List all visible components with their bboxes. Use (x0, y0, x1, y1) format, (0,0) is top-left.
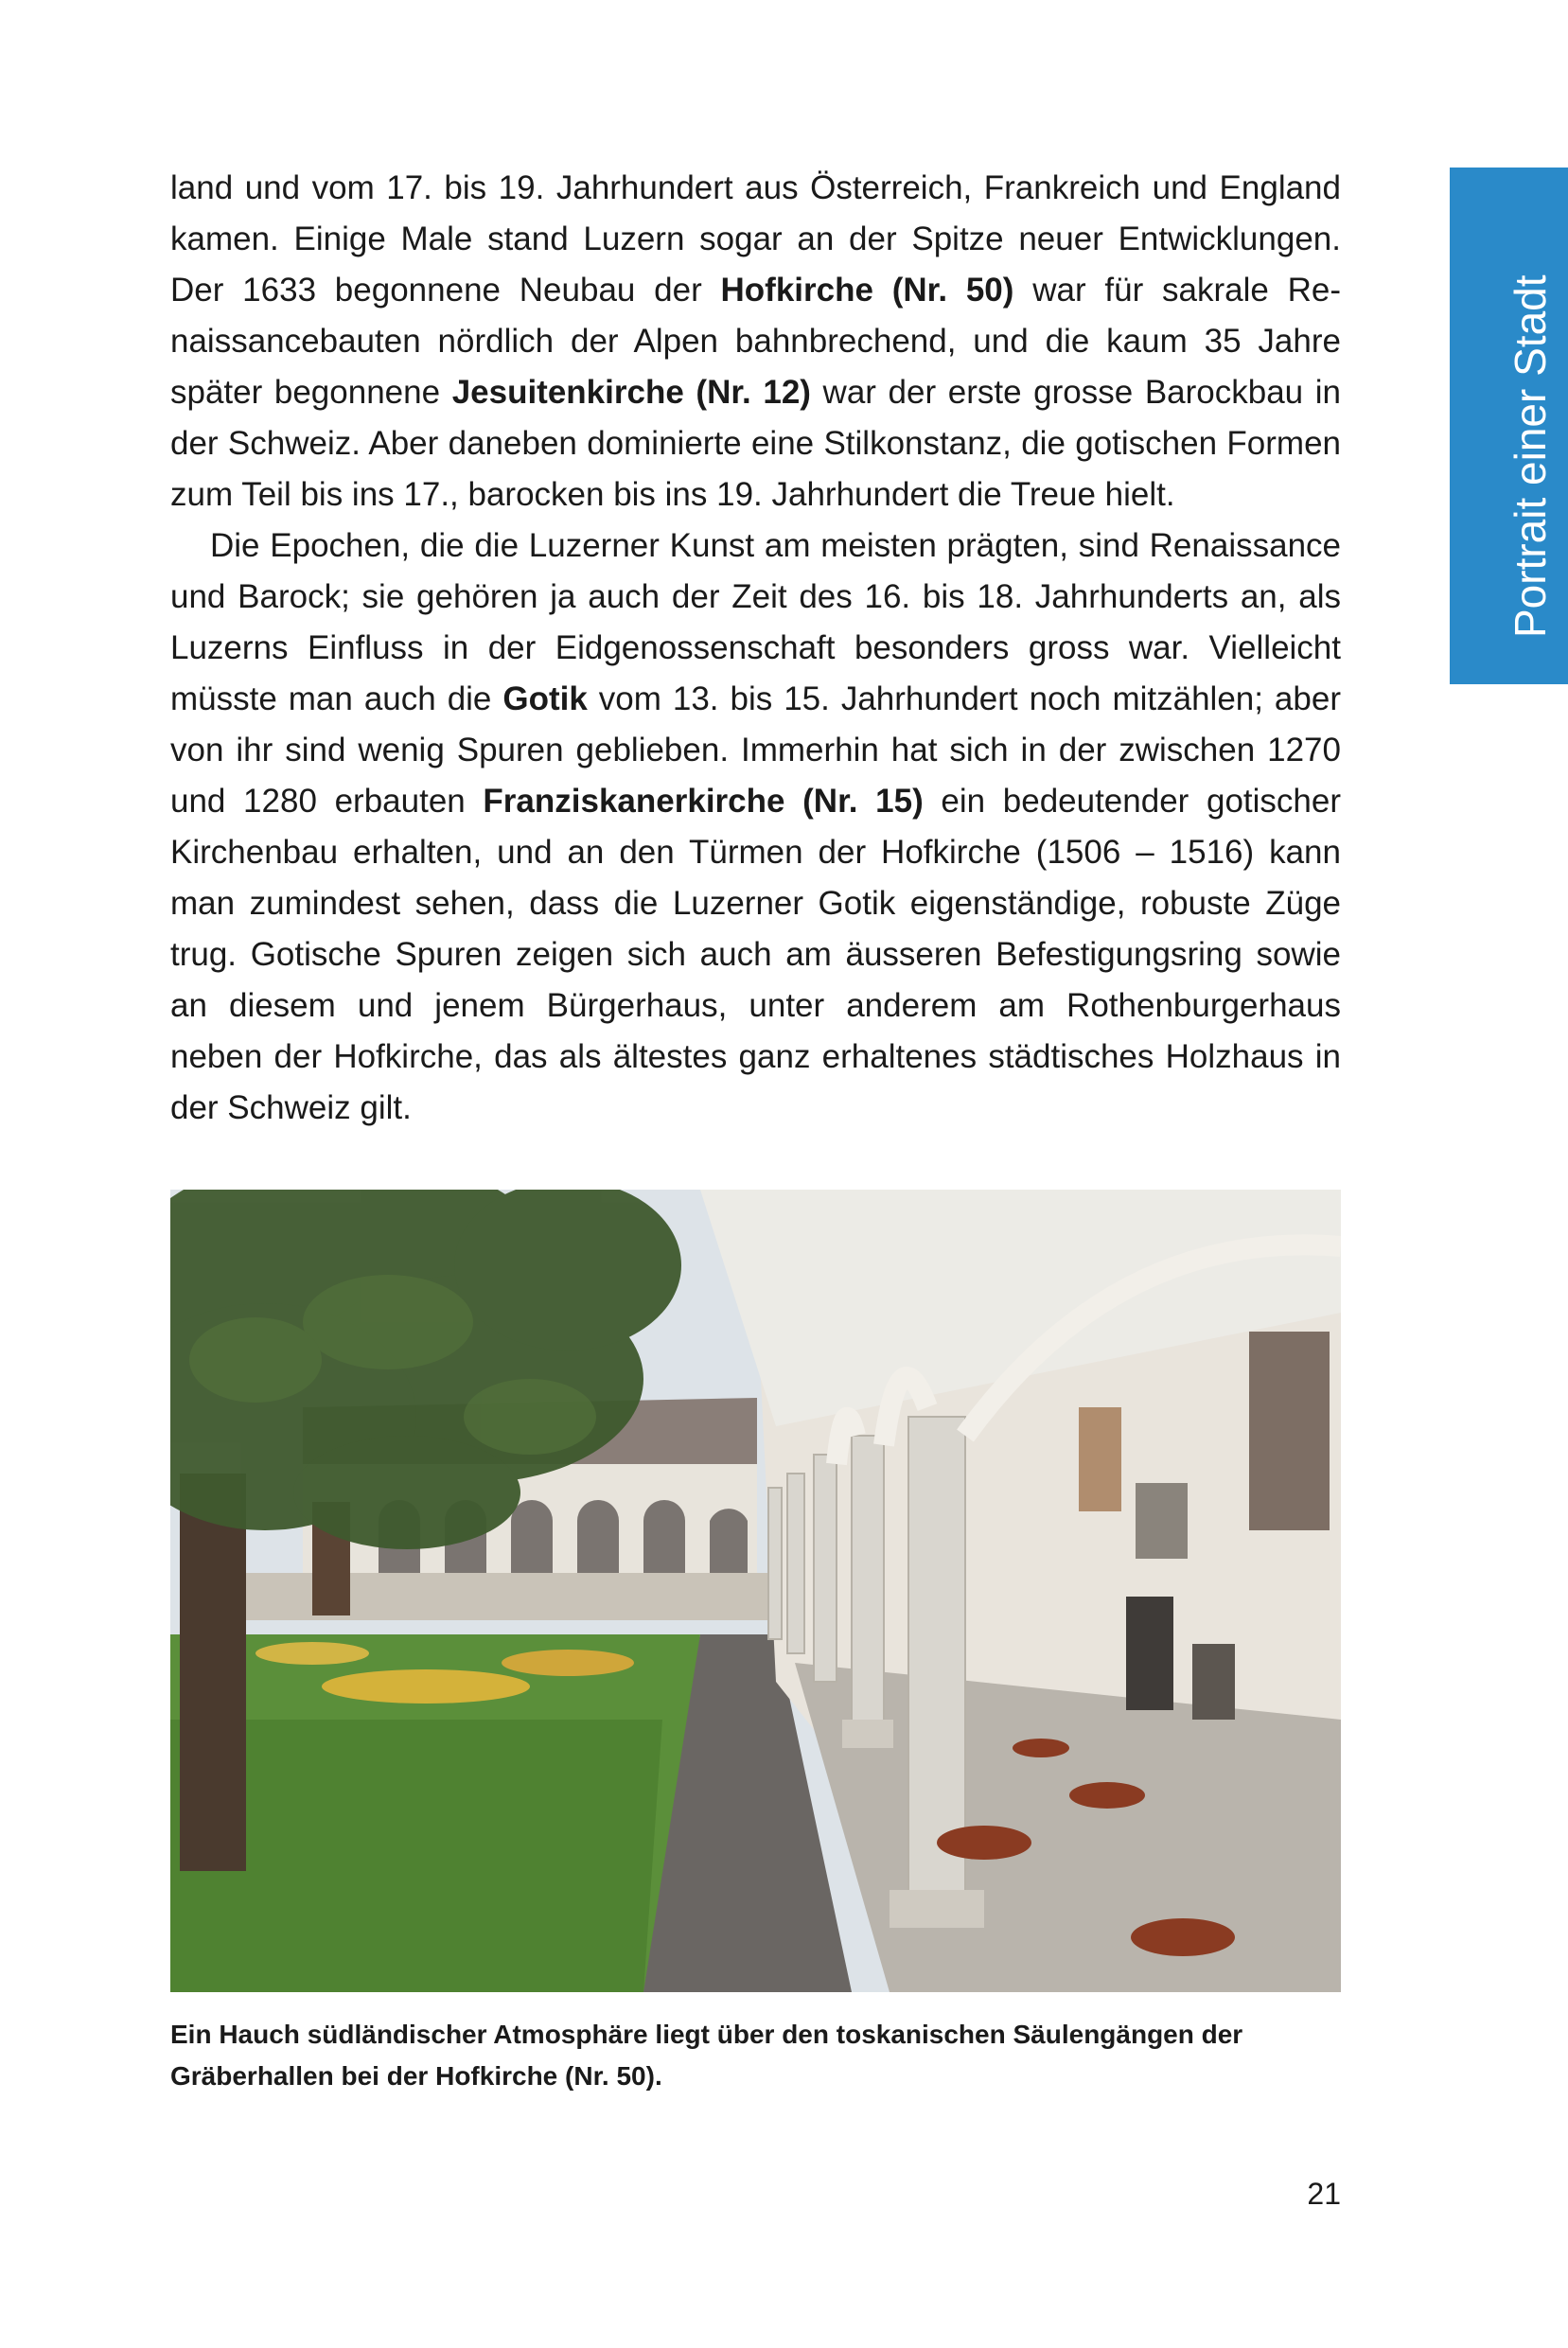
cloister-photo (170, 1190, 1341, 1992)
highlight-jesuitenkirche: Jesuitenkirche (Nr. 12) (451, 374, 811, 411)
chapter-tab (1450, 168, 1568, 684)
page-number: 21 (1307, 2177, 1341, 2211)
photo-caption: Ein Hauch südländischer Atmosphäre liegt über den toskanischen Säulengängen der Gräberhallen bei der Hofkirche (Nr. 50). (170, 2020, 1243, 2091)
paragraph-2: Die Epochen, die die Luzerner Kunst am meisten prägten, sind Renaissance und Barock; sie gehören ja auch der Zeit des 16. bis 18. Jahrhunderts an, als Luzerns Einfluss in der Eidgenossenschaft besonders gross war. Vielleicht müsste man auch die Gotik vom 13. bis 15. Jahrhundert noch mitzählen; aber von ihr sind wenig Spuren geblieben. Immerhin hat sich in der zwischen 1270 und 1280 erbauten Franziskanerkirche (Nr. 15) ein bedeutender gotischer Kirchenbau erhalten, und an den Türmen der Hofkirche (1506 – 1516) kann man zumindest sehen, dass die Luzerner Gotik eigenständige, robuste Züge trug. Gotische Spuren zeigen sich auch am äusseren Befestigungsring sowie an diesem und jenem Bürgerhaus, unter anderem am Rothenburgerhaus neben der Hofkirche, das als ältestes ganz erhaltenes städtisches Holzhaus in der Schweiz gilt. (170, 527, 1342, 1126)
highlight-franziskanerkirche: Franziskanerkirche (Nr. 15) (483, 783, 924, 820)
paragraph-1: land und vom 17. bis 19. Jahrhundert aus Österreich, Frankreich und England kamen. Einige Male stand Luzern sogar an der Spitze neuer Entwicklungen. Der 1633 begonnene Neubau der Hofkirche (Nr. 50) war für sakrale Renaissancebauten nördlich der Alpen bahnbrechend, und die kaum 35 Jahre später begonnene Jesuitenkirche (Nr. 12) war der erste grosse Barockbau in der Schweiz. Aber daneben dominierte eine Stilkonstanz, die gotischen Formen zum Teil bis ins 17., barocken bis ins 19. Jahrhundert die Treue hielt. (170, 169, 1341, 513)
body-text (170, 163, 1341, 1134)
cloister-illustration (170, 1190, 1341, 1992)
chapter-tab-label: Portrait einer Stadt (1506, 274, 1555, 638)
highlight-hofkirche: Hofkirche (Nr. 50) (720, 272, 1014, 309)
highlight-gotik: Gotik (502, 680, 588, 717)
